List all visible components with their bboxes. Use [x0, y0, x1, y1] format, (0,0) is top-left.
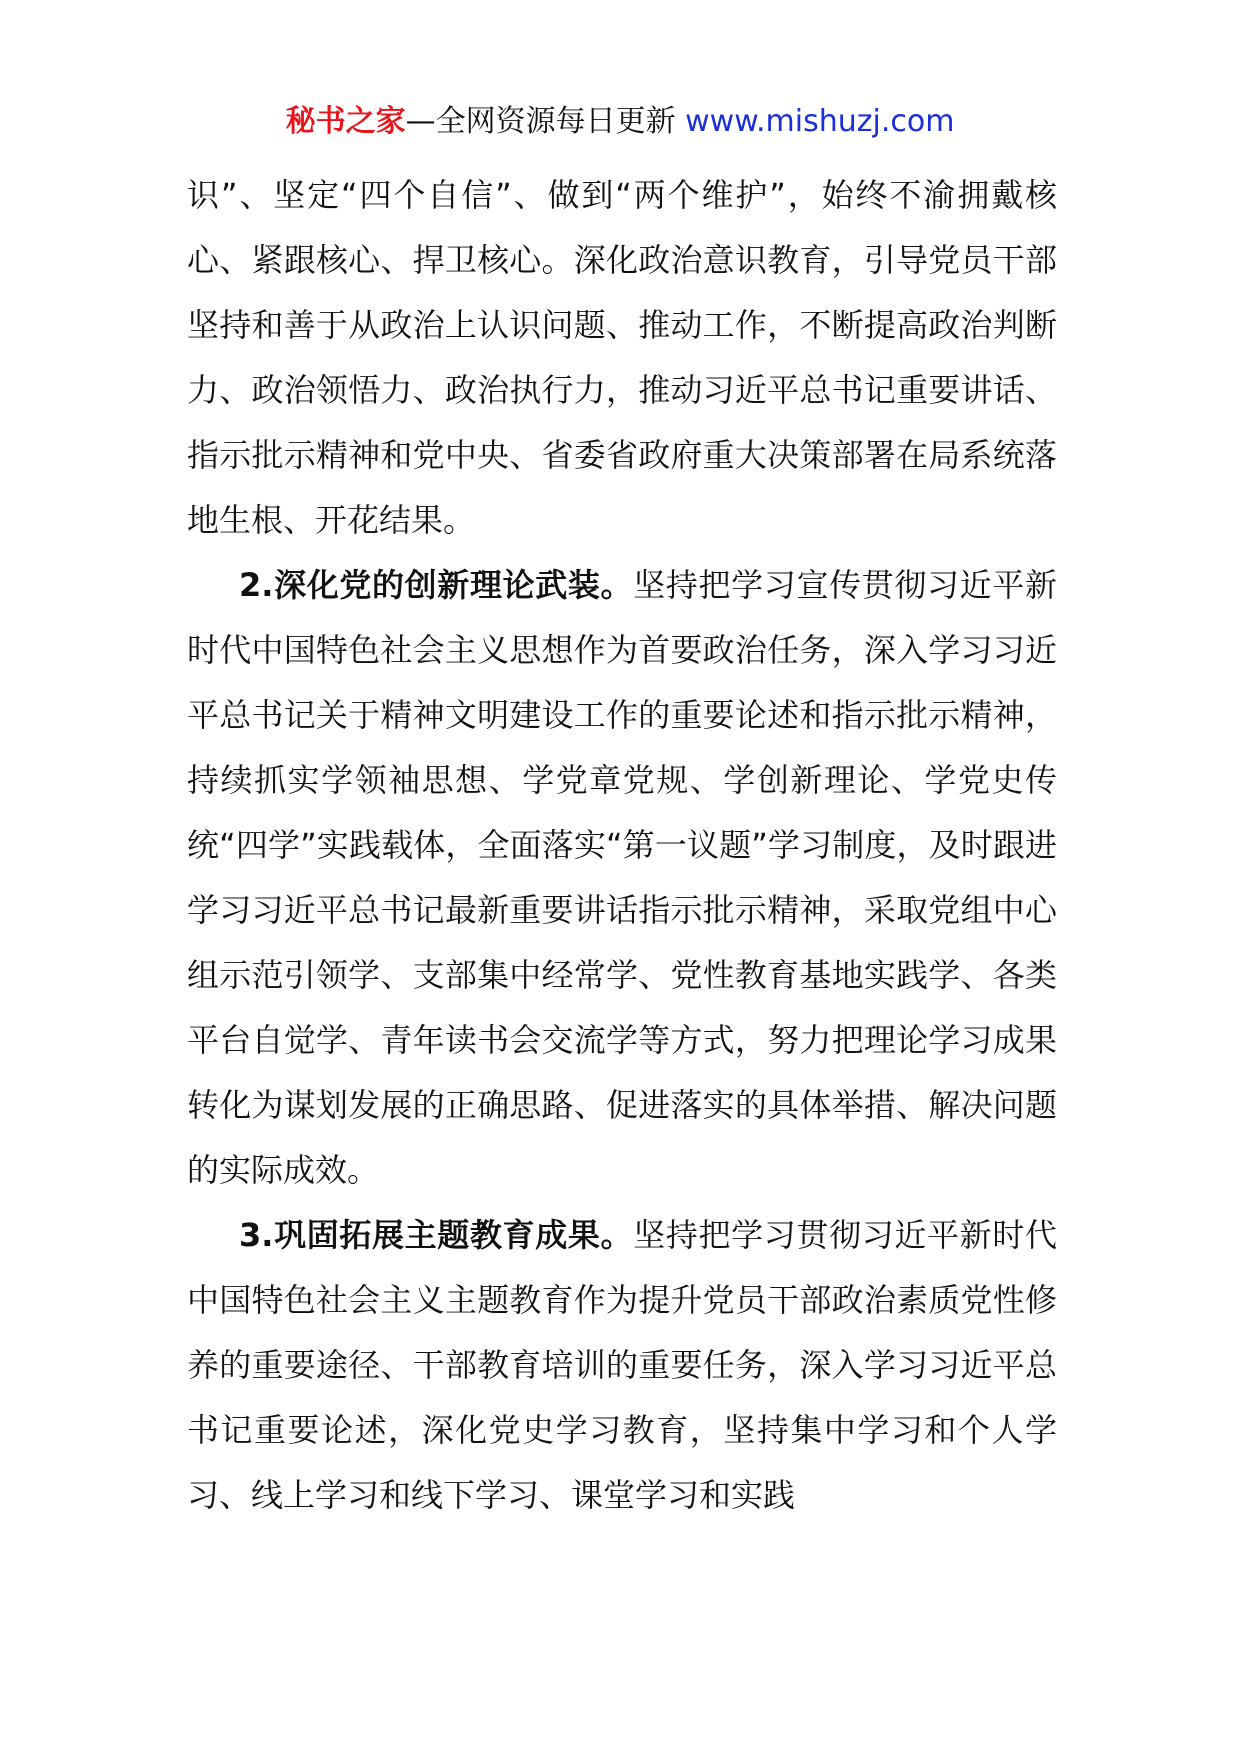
paragraph-3 — [187, 1203, 1057, 1528]
paragraph-1-text: 识”、坚定“四个自信”、做到“两个维护”，始终不渝拥戴核心、紧跟核心、捍卫核心。深化政治意识教育，引导党员干部坚持和善于从政治上认识问题、推动工作，不断提高政治判断力、政治领悟力、政治执行力，推动习近平总书记重要讲话、指示批示精神和党中央、省委省政府重大决策部署在局系统落地生根、开花结果。 — [187, 176, 1057, 539]
site-url-link[interactable]: www.mishuzj.com — [685, 104, 955, 139]
paragraph-2-heading: 2.深化党的创新理论武装。 — [239, 566, 634, 604]
site-tagline: —全网资源每日更新 — [405, 104, 686, 139]
document-body — [187, 163, 1057, 1528]
paragraph-3-heading: 3.巩固拓展主题教育成果。 — [239, 1216, 634, 1254]
paragraph-2 — [187, 553, 1057, 1203]
site-brand: 秘书之家 — [285, 104, 406, 139]
paragraph-1 — [187, 163, 1057, 553]
paragraph-3-text: 坚持把学习贯彻习近平新时代中国特色社会主义主题教育作为提升党员干部政治素质党性修养的重要途径、干部教育培训的重要任务，深入学习习近平总书记重要论述，深化党史学习教育，坚持集中学习和个人学习、线上学习和线下学习、课堂学习和实践 — [187, 1216, 1057, 1514]
site-header — [0, 102, 1240, 142]
paragraph-2-text: 坚持把学习宣传贯彻习近平新时代中国特色社会主义思想作为首要政治任务，深入学习习近平总书记关于精神文明建设工作的重要论述和指示批示精神，持续抓实学领袖思想、学党章党规、学创新理论、学党史传统“四学”实践载体，全面落实“第一议题”学习制度，及时跟进学习习近平总书记最新重要讲话指示批示精神，采取党组中心组示范引领学、支部集中经常学、党性教育基地实践学、各类平台自觉学、青年读书会交流学等方式，努力把理论学习成果转化为谋划发展的正确思路、促进落实的具体举措、解决问题的实际成效。 — [187, 566, 1057, 1189]
